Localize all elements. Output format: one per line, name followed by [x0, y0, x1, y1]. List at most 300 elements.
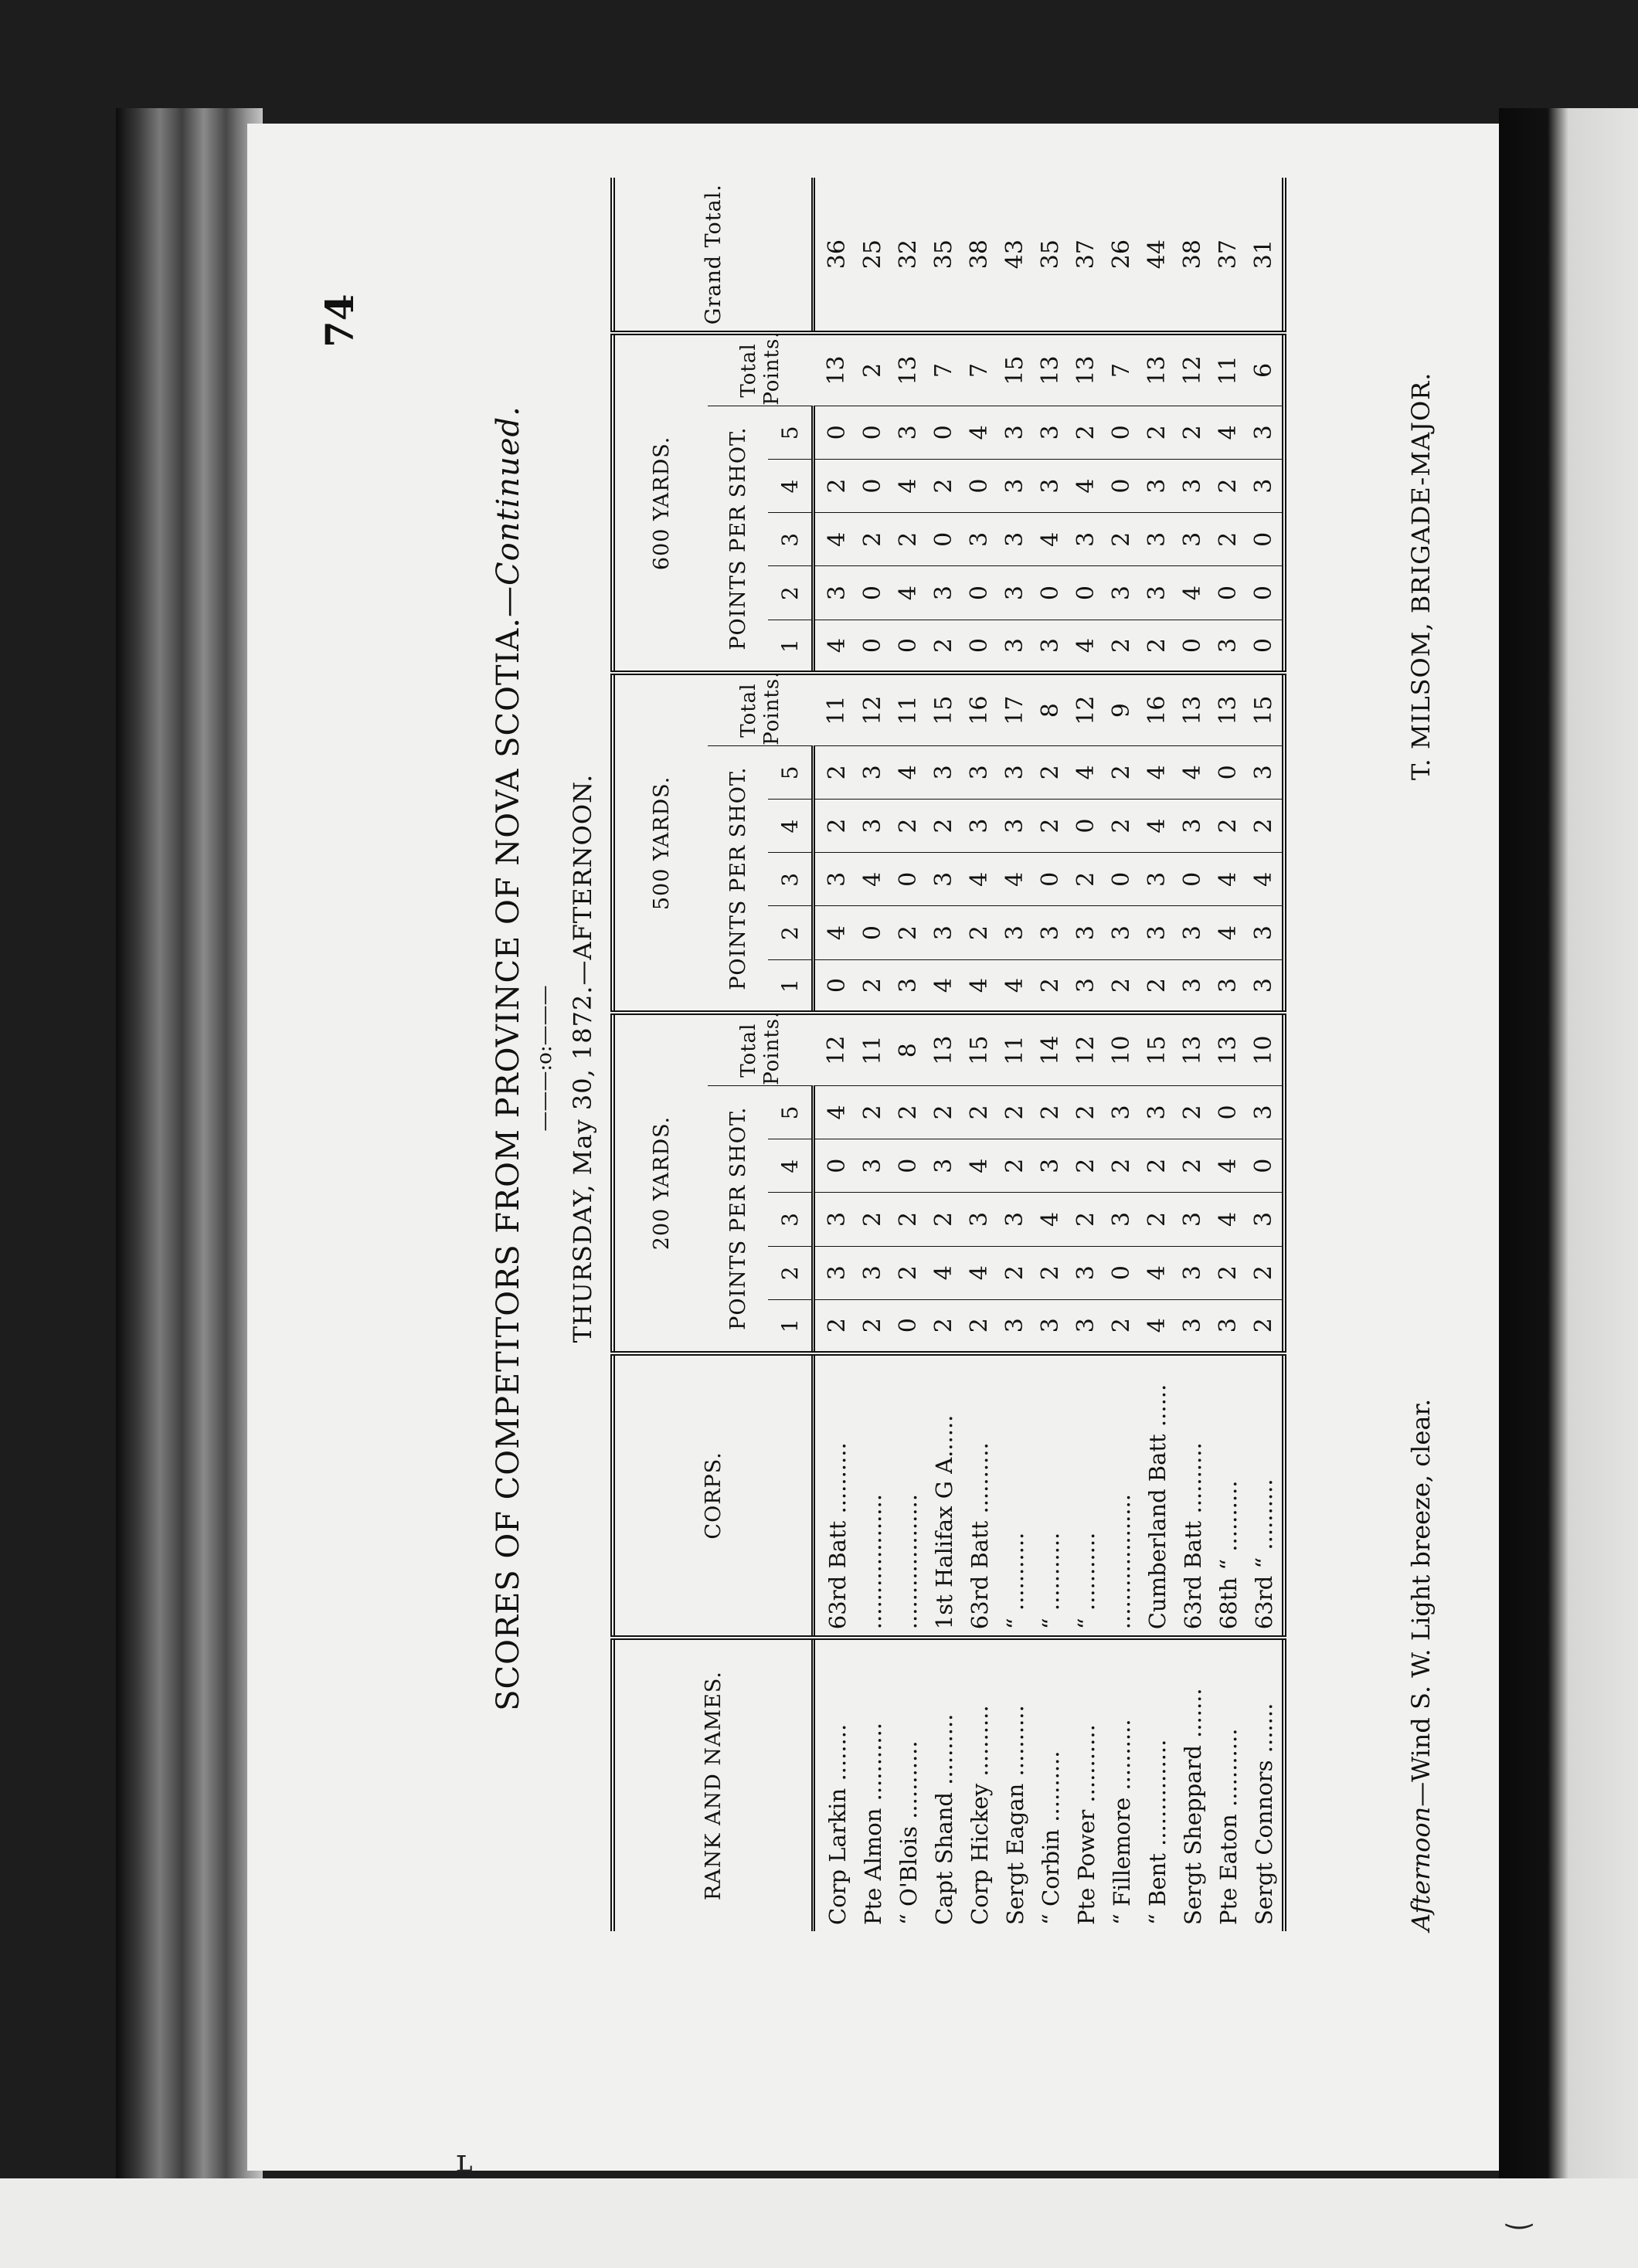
- page-number: 74: [317, 294, 362, 348]
- shot-score: 4: [1175, 566, 1211, 620]
- shot-score: 4: [1069, 459, 1104, 512]
- shot-score: 3: [1211, 1299, 1246, 1353]
- range-total: 13: [814, 333, 856, 406]
- competitor-corps: ...................: [891, 1353, 926, 1638]
- shot-score: 2: [926, 1193, 962, 1246]
- shot-score: 0: [1211, 1085, 1246, 1139]
- shot-score: 2: [1140, 620, 1175, 673]
- shot-score: 2: [926, 1085, 962, 1139]
- shot-score: 0: [962, 459, 997, 512]
- shot-score: 3: [997, 620, 1033, 673]
- shot-score: 0: [891, 1299, 926, 1353]
- header-600-yards: 600 YARDS.: [613, 333, 708, 673]
- scan-mark-right: ‿: [1507, 2194, 1532, 2229]
- range-total: 13: [1211, 1013, 1246, 1085]
- shot-score: 4: [1211, 406, 1246, 459]
- shot-score: 2: [855, 1193, 891, 1246]
- shot-score: 2: [1211, 459, 1246, 512]
- shot-score: 3: [962, 513, 997, 566]
- header-200-yards: 200 YARDS.: [613, 1013, 708, 1353]
- shot-score: 0: [1211, 745, 1246, 799]
- shot-score: 4: [1211, 1139, 1246, 1193]
- shot-score: 3: [1175, 1193, 1211, 1246]
- shot-score: 3: [1175, 1299, 1211, 1353]
- shot-score: 4: [1175, 745, 1211, 799]
- page-title: [491, 85, 526, 2032]
- shot-score: 3: [1104, 1085, 1140, 1139]
- competitor-name: Pte Eaton ...........: [1215, 1728, 1242, 1925]
- grand-total: 38: [962, 178, 997, 333]
- shot-score: 2: [1211, 799, 1246, 852]
- score-table-body: [814, 178, 1285, 1931]
- shot-score: 0: [814, 406, 856, 459]
- shot-score: 2: [891, 799, 926, 852]
- shot-score: 3: [1140, 1085, 1175, 1139]
- range-total: 8: [891, 1013, 926, 1085]
- shot-score: 4: [855, 853, 891, 906]
- shot-score: 4: [891, 566, 926, 620]
- competitor-name: “ Fillemore ..........: [1109, 1719, 1135, 1925]
- shot-score: 0: [1246, 513, 1284, 566]
- range-total: 13: [1069, 333, 1104, 406]
- shot-score: 3: [997, 459, 1033, 512]
- shot-score: 2: [891, 906, 926, 959]
- grand-total: 44: [1140, 178, 1175, 333]
- shot-score: 3: [855, 1246, 891, 1299]
- competitor-corps: 63rd Batt ..........: [962, 1353, 997, 1638]
- shot-score: 2: [1211, 513, 1246, 566]
- shot-score: 0: [962, 566, 997, 620]
- competitor-corps: ...................: [1104, 1353, 1140, 1638]
- shot-score: 2: [962, 1085, 997, 1139]
- shot-score: 2: [1033, 799, 1069, 852]
- competitor-corps: ...................: [855, 1353, 891, 1638]
- competitor-corps: “ ...........: [1069, 1353, 1104, 1638]
- table-row: [997, 178, 1033, 1931]
- shot-number-header: 5: [768, 406, 814, 459]
- shot-score: 3: [1246, 1193, 1284, 1246]
- shot-score: 0: [855, 620, 891, 673]
- shot-score: 2: [1140, 1193, 1175, 1246]
- shot-score: 2: [1069, 1139, 1104, 1193]
- weather-note: [1406, 1399, 1436, 1931]
- shot-score: 3: [1140, 906, 1175, 959]
- shot-score: 4: [891, 745, 926, 799]
- book-spine-edge: [116, 108, 263, 2178]
- shot-score: 0: [1246, 620, 1284, 673]
- shot-score: 3: [1140, 566, 1175, 620]
- table-row: [1175, 178, 1211, 1931]
- table-row: [962, 178, 997, 1931]
- competitor-name: Pte Power ...........: [1073, 1724, 1099, 1925]
- competitor-corps: 63rd Batt ..........: [814, 1353, 856, 1638]
- shot-score: 0: [1246, 1139, 1284, 1193]
- shot-number-header: 3: [768, 513, 814, 566]
- shot-score: 0: [1175, 853, 1211, 906]
- header-points-per-shot-600: POINTS PER SHOT.: [708, 406, 768, 673]
- shot-score: 2: [1069, 1193, 1104, 1246]
- table-row: [814, 178, 856, 1931]
- grand-total: 35: [1033, 178, 1069, 333]
- range-total: 16: [962, 673, 997, 745]
- range-total: 12: [1069, 673, 1104, 745]
- shot-score: 3: [997, 799, 1033, 852]
- shot-score: 2: [1104, 513, 1140, 566]
- shot-score: 2: [1069, 853, 1104, 906]
- table-row: [1104, 178, 1140, 1931]
- shot-score: 3: [1033, 459, 1069, 512]
- range-total: 11: [855, 1013, 891, 1085]
- competitor-name: Corp Larkin ........: [824, 1723, 851, 1925]
- shot-score: 0: [1211, 566, 1246, 620]
- shot-score: 2: [1104, 959, 1140, 1013]
- shot-number-header: 1: [768, 1299, 814, 1353]
- shot-score: 0: [926, 406, 962, 459]
- shot-score: 2: [997, 1085, 1033, 1139]
- shot-score: 3: [1175, 959, 1211, 1013]
- shot-score: 2: [855, 1299, 891, 1353]
- title-divider: ———:o:———: [533, 985, 556, 1132]
- shot-score: 2: [1140, 1139, 1175, 1193]
- competitor-corps: 1st Halifax G A......: [926, 1353, 962, 1638]
- divider-ornament: :o:: [533, 1045, 556, 1071]
- shot-score: 0: [855, 906, 891, 959]
- header-corps: CORPS.: [613, 1353, 814, 1638]
- grand-total: 32: [891, 178, 926, 333]
- shot-score: 4: [962, 1246, 997, 1299]
- shot-score: 0: [1033, 566, 1069, 620]
- range-total: 15: [1246, 673, 1284, 745]
- shot-score: 2: [962, 1299, 997, 1353]
- shot-score: 3: [1246, 1085, 1284, 1139]
- shot-score: 3: [855, 745, 891, 799]
- range-total: 7: [1104, 333, 1140, 406]
- shot-score: 4: [1140, 1299, 1175, 1353]
- shot-score: 2: [1069, 1085, 1104, 1139]
- range-total: 15: [997, 333, 1033, 406]
- header-grand-total: Grand Total.: [613, 178, 814, 333]
- shot-score: 3: [1069, 1246, 1104, 1299]
- weather-label: Afternoon: [1406, 1806, 1436, 1931]
- shot-score: 3: [855, 1139, 891, 1193]
- shot-score: 3: [997, 745, 1033, 799]
- shot-score: 2: [814, 745, 856, 799]
- shot-score: 3: [997, 513, 1033, 566]
- shot-score: 4: [1033, 513, 1069, 566]
- competitor-name: “ Corbin ..........: [1038, 1750, 1064, 1925]
- range-total: 11: [997, 1013, 1033, 1085]
- shot-score: 3: [1246, 959, 1284, 1013]
- competitor-corps: 68th “ ..........: [1211, 1353, 1246, 1638]
- shot-score: 4: [1140, 745, 1175, 799]
- range-total: 11: [1211, 333, 1246, 406]
- range-total: 13: [1175, 1013, 1211, 1085]
- shot-score: 2: [891, 1246, 926, 1299]
- shot-score: 3: [926, 1139, 962, 1193]
- range-total: 13: [1175, 673, 1211, 745]
- range-total: 13: [926, 1013, 962, 1085]
- grand-total: 25: [855, 178, 891, 333]
- competitor-name: Sergt Connors .......: [1251, 1703, 1277, 1925]
- shot-score: 3: [1246, 406, 1284, 459]
- table-row: [1246, 178, 1284, 1931]
- shot-score: 2: [1140, 959, 1175, 1013]
- competitor-name: Sergt Sheppard .......: [1180, 1688, 1206, 1925]
- shot-number-header: 3: [768, 1193, 814, 1246]
- shot-score: 3: [997, 1299, 1033, 1353]
- facing-page-edge: [1499, 108, 1638, 2178]
- shot-score: 0: [1175, 620, 1211, 673]
- shot-score: 0: [1104, 1246, 1140, 1299]
- grand-total: 37: [1069, 178, 1104, 333]
- shot-number-header: 5: [768, 745, 814, 799]
- shot-score: 2: [1033, 745, 1069, 799]
- shot-score: 3: [1211, 959, 1246, 1013]
- shot-score: 3: [814, 1193, 856, 1246]
- range-total: 15: [926, 673, 962, 745]
- shot-score: 3: [997, 406, 1033, 459]
- shot-score: 4: [1033, 1193, 1069, 1246]
- shot-number-header: 2: [768, 566, 814, 620]
- shot-score: 3: [1246, 906, 1284, 959]
- shot-score: 2: [855, 1085, 891, 1139]
- shot-score: 3: [1104, 1193, 1140, 1246]
- range-total: 13: [891, 333, 926, 406]
- shot-score: 0: [1246, 566, 1284, 620]
- shot-score: 2: [1069, 406, 1104, 459]
- shot-score: 2: [1246, 1299, 1284, 1353]
- shot-score: 2: [1175, 1085, 1211, 1139]
- shot-score: 3: [962, 1193, 997, 1246]
- grand-total: 26: [1104, 178, 1140, 333]
- shot-score: 3: [997, 906, 1033, 959]
- scan-bed-margin: [0, 2178, 1638, 2268]
- shot-score: 2: [1104, 1299, 1140, 1353]
- header-500-yards: 500 YARDS.: [613, 673, 708, 1013]
- shot-score: 0: [891, 853, 926, 906]
- page-title-text: SCORES OF COMPETITORS FROM PROVINCE OF NOVA SCOTIA.: [491, 617, 526, 1711]
- shot-score: 0: [962, 620, 997, 673]
- shot-score: 3: [891, 406, 926, 459]
- shot-score: 3: [1033, 906, 1069, 959]
- shot-score: 4: [997, 959, 1033, 1013]
- shot-score: 2: [962, 906, 997, 959]
- shot-score: 4: [1211, 906, 1246, 959]
- range-total: 6: [1246, 333, 1284, 406]
- range-total: 17: [997, 673, 1033, 745]
- table-row: [1211, 178, 1246, 1931]
- shot-score: 2: [997, 1246, 1033, 1299]
- shot-score: 3: [997, 1193, 1033, 1246]
- range-total: 13: [1211, 673, 1246, 745]
- shot-score: 4: [814, 620, 856, 673]
- shot-score: 4: [962, 959, 997, 1013]
- shot-score: 3: [926, 906, 962, 959]
- shot-score: 3: [1175, 459, 1211, 512]
- shot-score: 0: [1069, 566, 1104, 620]
- header-points-per-shot-200: POINTS PER SHOT.: [708, 1085, 768, 1353]
- competitor-corps: 63rd Batt ..........: [1175, 1353, 1211, 1638]
- range-total: 9: [1104, 673, 1140, 745]
- shot-score: 4: [891, 459, 926, 512]
- shot-score: 0: [855, 406, 891, 459]
- shot-score: 0: [1104, 853, 1140, 906]
- shot-score: 3: [1175, 906, 1211, 959]
- shot-score: 0: [891, 1139, 926, 1193]
- shot-score: 2: [1033, 1085, 1069, 1139]
- shot-score: 3: [814, 566, 856, 620]
- header-total-points-200: Total Points.: [708, 1013, 814, 1085]
- table-row: [1033, 178, 1069, 1931]
- header-total-points-600: Total Points.: [708, 333, 814, 406]
- shot-score: 2: [814, 459, 856, 512]
- shot-score: 2: [1246, 1246, 1284, 1299]
- shot-score: 2: [1104, 620, 1140, 673]
- shot-score: 2: [926, 1299, 962, 1353]
- range-total: 15: [1140, 1013, 1175, 1085]
- shot-score: 3: [1175, 513, 1211, 566]
- shot-score: 2: [1033, 1246, 1069, 1299]
- weather-text: —Wind S. W. Light breeze, clear.: [1406, 1398, 1436, 1807]
- page-subtitle: THURSDAY, May 30, 1872.—AFTERNOON.: [568, 773, 597, 1343]
- range-total: 12: [1175, 333, 1211, 406]
- shot-number-header: 3: [768, 853, 814, 906]
- header-rank-names: RANK AND NAMES.: [613, 1638, 814, 1931]
- shot-score: 4: [1211, 1193, 1246, 1246]
- range-total: 12: [855, 673, 891, 745]
- shot-score: 2: [1104, 745, 1140, 799]
- shot-score: 2: [997, 1139, 1033, 1193]
- shot-score: 3: [1175, 1246, 1211, 1299]
- shot-score: 0: [814, 1139, 856, 1193]
- shot-score: 3: [1104, 906, 1140, 959]
- shot-score: 4: [926, 1246, 962, 1299]
- shot-score: 4: [1211, 853, 1246, 906]
- shot-score: 0: [1104, 406, 1140, 459]
- shot-score: 2: [891, 1085, 926, 1139]
- shot-score: 3: [891, 959, 926, 1013]
- range-total: 11: [814, 673, 856, 745]
- shot-score: 2: [891, 513, 926, 566]
- header-points-per-shot-500: POINTS PER SHOT.: [708, 745, 768, 1013]
- table-row: [891, 178, 926, 1931]
- shot-number-header: 2: [768, 906, 814, 959]
- shot-score: 0: [926, 513, 962, 566]
- shot-score: 4: [1140, 799, 1175, 852]
- range-total: 8: [1033, 673, 1069, 745]
- shot-score: 3: [1033, 620, 1069, 673]
- shot-score: 3: [1140, 513, 1175, 566]
- shot-score: 4: [1246, 853, 1284, 906]
- scan-mark-left: ʟ: [456, 2144, 473, 2179]
- shot-score: 4: [814, 513, 856, 566]
- shot-score: 4: [962, 853, 997, 906]
- shot-score: 3: [926, 566, 962, 620]
- shot-score: 3: [1140, 459, 1175, 512]
- shot-score: 4: [926, 959, 962, 1013]
- competitor-corps: “ ...........: [997, 1353, 1033, 1638]
- range-total: 7: [962, 333, 997, 406]
- shot-score: 2: [926, 620, 962, 673]
- competitor-name: “ O'Blois ...........: [895, 1740, 922, 1925]
- shot-score: 2: [891, 1193, 926, 1246]
- competitor-name: Sergt Eagan ..........: [1002, 1705, 1028, 1925]
- shot-score: 2: [855, 513, 891, 566]
- shot-number-header: 2: [768, 1246, 814, 1299]
- shot-number-header: 4: [768, 459, 814, 512]
- shot-score: 3: [1033, 1299, 1069, 1353]
- range-total: 11: [891, 673, 926, 745]
- range-total: 7: [926, 333, 962, 406]
- shot-score: 2: [1175, 1139, 1211, 1193]
- page-title-continued: —Continued.: [491, 406, 526, 618]
- shot-score: 4: [814, 906, 856, 959]
- shot-score: 3: [926, 853, 962, 906]
- shot-score: 2: [1211, 1246, 1246, 1299]
- range-total: 10: [1246, 1013, 1284, 1085]
- shot-score: 0: [814, 959, 856, 1013]
- grand-total: 38: [1175, 178, 1211, 333]
- shot-score: 2: [855, 959, 891, 1013]
- header-total-points-500: Total Points.: [708, 673, 814, 745]
- shot-score: 3: [1033, 406, 1069, 459]
- shot-score: 2: [1175, 406, 1211, 459]
- grand-total: 37: [1211, 178, 1246, 333]
- table-row: [1140, 178, 1175, 1931]
- grand-total: 35: [926, 178, 962, 333]
- shot-score: 3: [1140, 853, 1175, 906]
- competitor-name: “ Bent ...............: [1144, 1739, 1171, 1925]
- score-table: [610, 178, 1286, 1931]
- shot-score: 0: [1104, 459, 1140, 512]
- shot-score: 2: [1140, 406, 1175, 459]
- range-total: 14: [1033, 1013, 1069, 1085]
- grand-total: 36: [814, 178, 856, 333]
- shot-score: 2: [1104, 1139, 1140, 1193]
- signature: T. MILSOM, BRIGADE-MAJOR.: [1406, 372, 1436, 780]
- shot-score: 0: [1033, 853, 1069, 906]
- rotated-page-content: [294, 85, 1499, 2032]
- range-total: 15: [962, 1013, 997, 1085]
- shot-score: 2: [1033, 959, 1069, 1013]
- shot-score: 3: [1069, 513, 1104, 566]
- range-total: 13: [1033, 333, 1069, 406]
- shot-score: 3: [1104, 566, 1140, 620]
- shot-number-header: 1: [768, 620, 814, 673]
- competitor-corps: “ ...........: [1033, 1353, 1069, 1638]
- range-total: 2: [855, 333, 891, 406]
- competitor-name: Pte Almon ...........: [860, 1722, 886, 1925]
- shot-score: 4: [1069, 620, 1104, 673]
- competitor-corps: 63rd “ ..........: [1246, 1353, 1284, 1638]
- table-row: [926, 178, 962, 1931]
- shot-score: 2: [1246, 799, 1284, 852]
- shot-score: 0: [891, 620, 926, 673]
- competitor-corps: Cumberland Batt ......: [1140, 1353, 1175, 1638]
- shot-score: 3: [1069, 1299, 1104, 1353]
- shot-score: 2: [814, 1299, 856, 1353]
- shot-score: 3: [855, 799, 891, 852]
- shot-score: 3: [926, 745, 962, 799]
- shot-number-header: 5: [768, 1085, 814, 1139]
- shot-score: 3: [1246, 745, 1284, 799]
- range-total: 12: [814, 1013, 856, 1085]
- range-total: 13: [1140, 333, 1175, 406]
- shot-number-header: 4: [768, 799, 814, 852]
- shot-score: 4: [1069, 745, 1104, 799]
- shot-number-header: 1: [768, 959, 814, 1013]
- shot-score: 2: [814, 799, 856, 852]
